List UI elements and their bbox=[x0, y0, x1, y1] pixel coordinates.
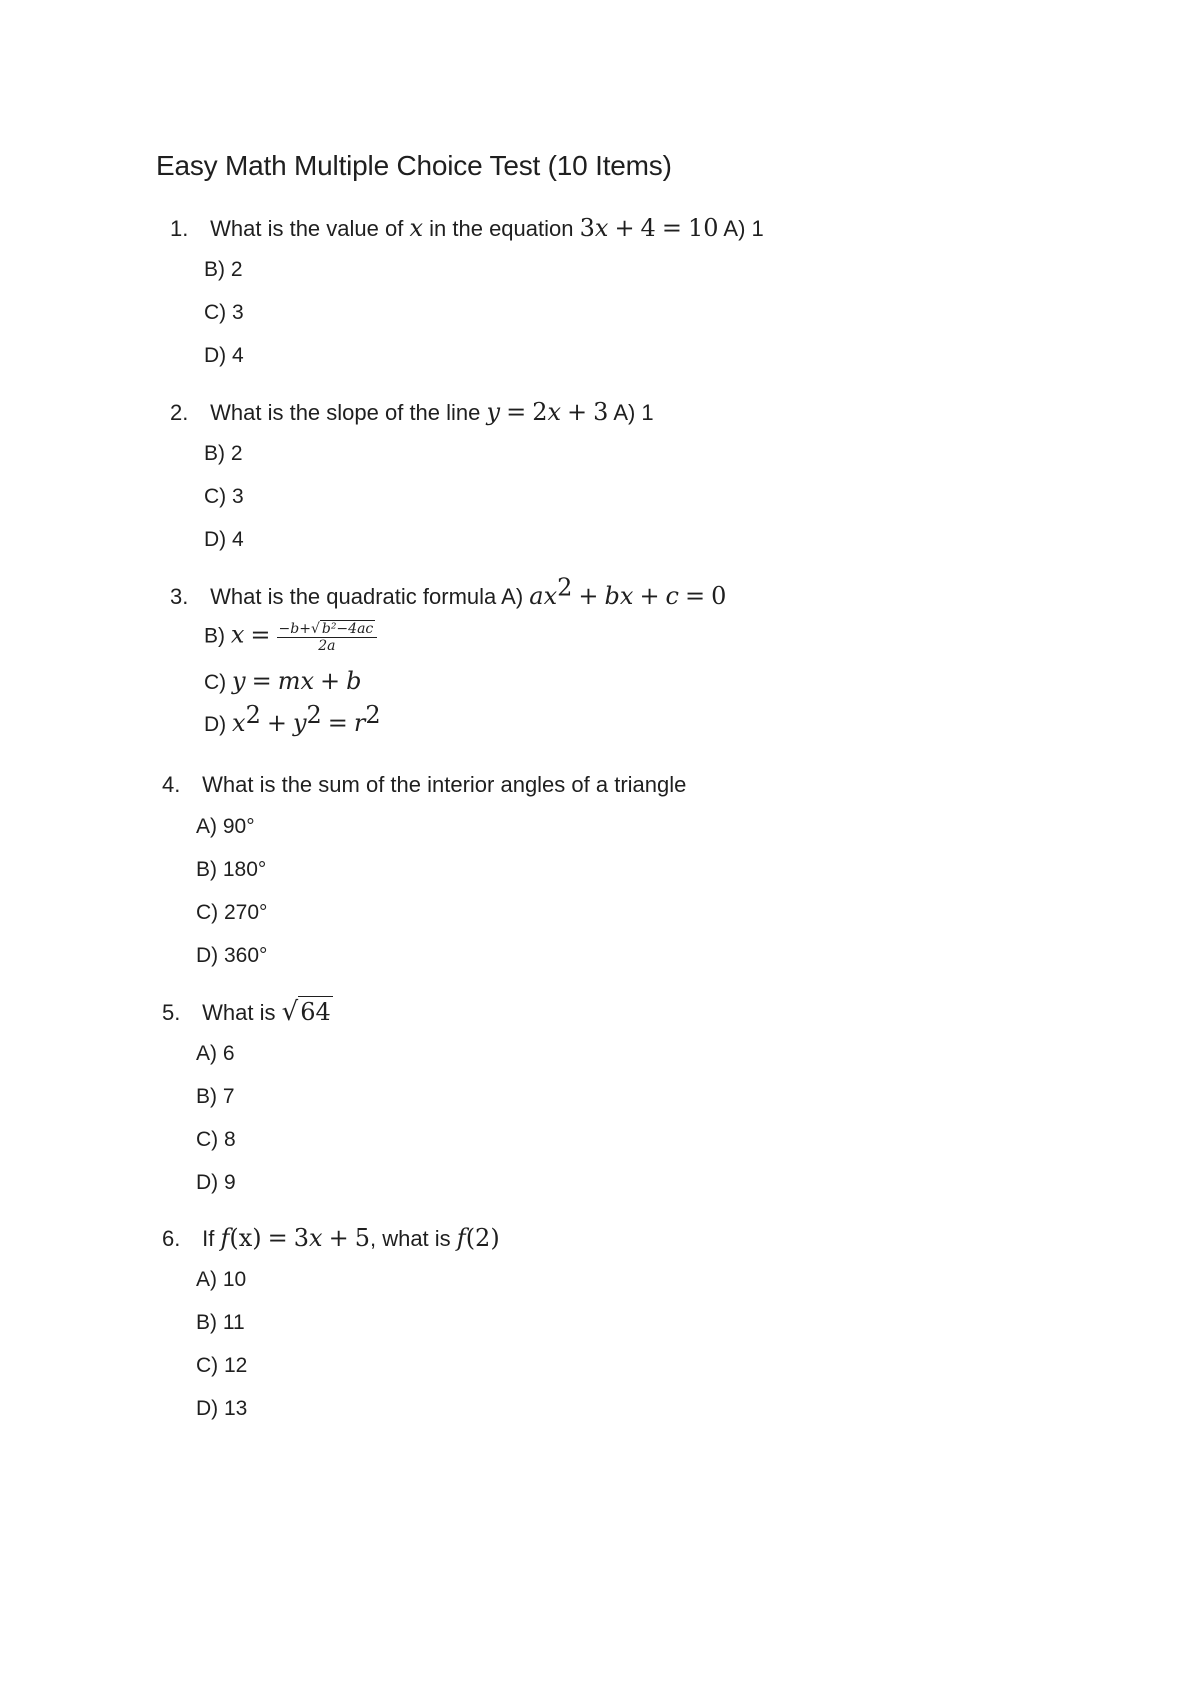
option-a-label: A) bbox=[501, 584, 524, 609]
option-c bbox=[204, 667, 361, 697]
numerator-prefix: −b+ bbox=[278, 621, 311, 637]
question-text: What is the slope of the line bbox=[210, 400, 481, 425]
question-3 bbox=[170, 573, 727, 612]
math-variable: y bbox=[292, 709, 307, 737]
question-number: 2. bbox=[170, 400, 189, 425]
math-operator: = bbox=[327, 709, 348, 737]
document-title: Easy Math Multiple Choice Test (10 Items) bbox=[156, 150, 672, 181]
math-number: 3 bbox=[579, 214, 595, 242]
option-d: D) 360° bbox=[196, 944, 268, 967]
math-number: 3 bbox=[593, 398, 609, 426]
question-text: What is the sum of the interior angles of a triangle bbox=[202, 772, 687, 797]
math-argument: (2) bbox=[465, 1224, 500, 1252]
radical-sign: √ bbox=[281, 997, 299, 1027]
question-text: in the equation bbox=[429, 216, 574, 241]
math-operator: + bbox=[266, 709, 287, 737]
option-a: A) 6 bbox=[196, 1042, 235, 1065]
math-variable: x bbox=[230, 620, 245, 649]
question-text: What is bbox=[202, 1000, 276, 1025]
math-operator: = bbox=[267, 1224, 288, 1252]
math-operator: = bbox=[506, 398, 527, 426]
option-a: A) 90° bbox=[196, 815, 255, 838]
math-operator: = bbox=[251, 667, 272, 695]
option-c: C) 8 bbox=[196, 1128, 236, 1151]
math-operator: = bbox=[661, 214, 682, 242]
option-d-label: D) bbox=[204, 713, 227, 736]
math-term: ax bbox=[529, 582, 558, 610]
math-exponent: 2 bbox=[557, 573, 573, 602]
option-b: B) 2 bbox=[204, 258, 243, 281]
math-number: 10 bbox=[687, 214, 719, 242]
math-term: bx bbox=[604, 582, 634, 610]
question-2 bbox=[170, 397, 654, 428]
option-a: A) 1 bbox=[613, 400, 654, 425]
option-c: C) 270° bbox=[196, 901, 268, 924]
option-d: D) 13 bbox=[196, 1397, 248, 1420]
question-4 bbox=[162, 770, 686, 800]
option-d: D) 9 bbox=[196, 1171, 236, 1194]
option-a: A) 10 bbox=[196, 1268, 247, 1291]
option-b: B) 2 bbox=[204, 442, 243, 465]
option-b: B) 180° bbox=[196, 858, 267, 881]
math-exponent: 2 bbox=[365, 701, 381, 729]
math-variable: x bbox=[409, 214, 424, 242]
math-term: mx bbox=[277, 667, 314, 695]
option-d: D) 4 bbox=[204, 344, 244, 367]
question-number: 3. bbox=[170, 584, 189, 609]
math-number: 3 bbox=[293, 1224, 310, 1252]
option-b-label: B) bbox=[204, 624, 225, 648]
option-c: C) 3 bbox=[204, 301, 244, 324]
radicand: b²−4ac bbox=[321, 621, 374, 637]
math-variable: x bbox=[232, 709, 246, 737]
question-number: 4. bbox=[162, 772, 181, 797]
math-number: 4 bbox=[640, 214, 656, 242]
math-term: c bbox=[665, 582, 679, 610]
math-number: 2 bbox=[532, 398, 548, 426]
math-operator: + bbox=[578, 582, 599, 610]
option-c: C) 12 bbox=[196, 1354, 248, 1377]
radicand: 64 bbox=[300, 998, 331, 1026]
math-function: f bbox=[456, 1224, 466, 1252]
question-text: What is the quadratic formula bbox=[210, 584, 497, 609]
math-variable: r bbox=[353, 709, 366, 737]
math-number: 0 bbox=[711, 582, 727, 610]
math-operator: + bbox=[639, 582, 660, 610]
quadratic-fraction bbox=[277, 620, 378, 654]
math-variable: x bbox=[309, 1224, 323, 1252]
question-text: , what is bbox=[369, 1226, 451, 1251]
question-5 bbox=[162, 996, 333, 1028]
math-function: f bbox=[220, 1224, 230, 1252]
question-number: 5. bbox=[162, 1000, 181, 1025]
math-operator: + bbox=[328, 1224, 349, 1252]
math-operator: = bbox=[685, 582, 706, 610]
option-b: B) 7 bbox=[196, 1085, 235, 1108]
math-operator: = bbox=[250, 620, 271, 649]
question-number: 6. bbox=[162, 1226, 181, 1251]
math-argument: (x) bbox=[229, 1224, 262, 1252]
question-6 bbox=[162, 1223, 500, 1254]
math-operator: + bbox=[567, 398, 588, 426]
math-exponent: 2 bbox=[306, 701, 322, 729]
question-text: If bbox=[202, 1226, 215, 1251]
math-variable: y bbox=[232, 667, 246, 695]
option-d: D) 4 bbox=[204, 528, 244, 551]
option-d bbox=[204, 701, 381, 739]
option-a: A) 1 bbox=[723, 216, 764, 241]
question-1 bbox=[170, 213, 764, 244]
math-variable: y bbox=[486, 398, 501, 426]
math-operator: + bbox=[614, 214, 635, 242]
fraction-numerator bbox=[277, 620, 378, 638]
math-number: 5 bbox=[354, 1224, 370, 1252]
option-b: B) 11 bbox=[196, 1311, 245, 1334]
option-b bbox=[204, 620, 377, 654]
math-variable: x bbox=[547, 398, 562, 426]
option-c-label: C) bbox=[204, 671, 227, 694]
fraction-denominator: 2a bbox=[318, 638, 336, 654]
question-number: 1. bbox=[170, 216, 189, 241]
radical-sign: √ bbox=[310, 621, 320, 637]
math-variable: x bbox=[594, 214, 609, 242]
math-operator: + bbox=[319, 667, 341, 695]
question-text: What is the value of bbox=[210, 216, 404, 241]
math-exponent: 2 bbox=[245, 701, 261, 729]
math-variable: b bbox=[346, 667, 362, 695]
option-c: C) 3 bbox=[204, 485, 244, 508]
